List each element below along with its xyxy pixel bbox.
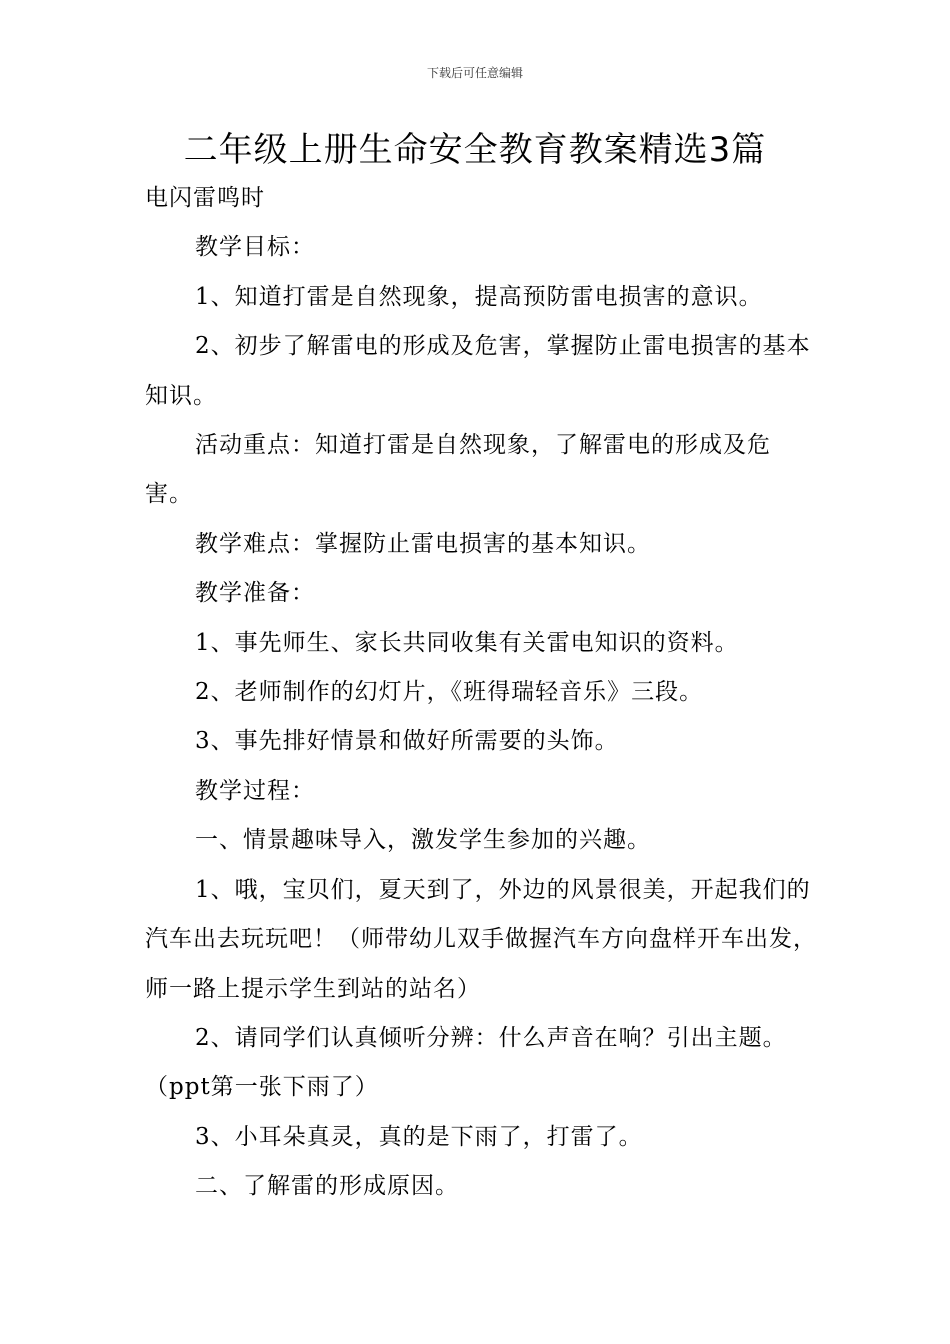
document-body (145, 174, 817, 1212)
paragraph: 教学目标： (195, 234, 315, 261)
paragraph: 一、情景趣味导入，激发学生参加的兴趣。 (195, 827, 651, 854)
paragraph: 1、哦，宝贝们，夏天到了，外边的风景很美，开起我们的汽车出去玩玩吧！（师带幼儿双手做握汽车方向盘样开车出发，师一路上提示学生到站的站名） (145, 876, 817, 1002)
paragraph: 活动重点：知道打雷是自然现象，了解雷电的形成及危害。 (145, 432, 771, 508)
paragraph: 2、请同学们认真倾听分辨：什么声音在响？引出主题。（ppt第一张下雨了） (145, 1024, 787, 1101)
paragraph: 1、事先师生、家长共同收集有关雷电知识的资料。 (195, 629, 739, 656)
document-title: 二年级上册生命安全教育教案精选3篇 (183, 130, 767, 170)
paragraph: 3、事先排好情景和做好所需要的头饰。 (195, 728, 619, 755)
paragraph: 教学准备： (195, 580, 315, 607)
paragraph: 教学难点：掌握防止雷电损害的基本知识。 (195, 530, 651, 557)
paragraph: 2、老师制作的幻灯片，《班得瑞轻音乐》三段。 (195, 679, 704, 706)
paragraph: 2、初步了解雷电的形成及危害，掌握防止雷电损害的基本知识。 (145, 333, 811, 409)
paragraph: 1、知道打雷是自然现象，提高预防雷电损害的意识。 (195, 283, 763, 310)
header-note: 下载后可任意编辑 (426, 66, 523, 80)
section-title: 电闪雷鸣时 (145, 185, 265, 211)
paragraph: 3、小耳朵真灵，真的是下雨了，打雷了。 (195, 1123, 643, 1150)
paragraph: 二、了解雷的形成原因。 (195, 1173, 459, 1200)
paragraph: 教学过程： (195, 777, 315, 804)
